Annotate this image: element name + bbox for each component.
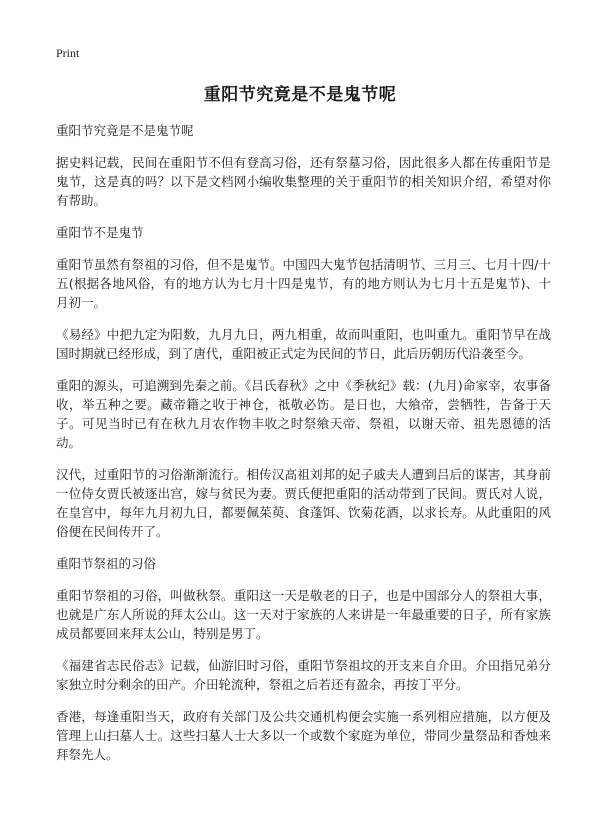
intro-heading: 重阳节究竟是不是鬼节呢 [56,123,194,138]
paragraph: 《福建省志民俗志》记载，仙游旧时习俗，重阳节祭祖坟的开支来自介田。介田指兄弟分家独立时分剩余的田产。介田轮流种，祭祖之后若还有盈余，再按丁平分。 [56,658,551,692]
section-heading-not-ghost-festival: 重阳节不是鬼节 [56,225,144,240]
print-link[interactable]: Print [56,46,80,60]
paragraph: 汉代，过重阳节的习俗渐渐流行。相传汉高祖刘邦的妃子戚夫人遭到吕后的谋害，其身前一位侍女贾氏被逐出宫，嫁与贫民为妻。贾氏便把重阳的活动带到了民间。贾氏对人说，在皇宫中，每年九月初九日，都要佩茱萸、食蓬饵、饮菊花酒，以求长寿。从此重阳的风俗便在民间传开了。 [56,467,551,539]
paragraph: 香港，每逢重阳当天，政府有关部门及公共交通机构便会实施一系列相应措施，以方便及管理上山扫墓人士。这些扫墓人士大多以一个或数个家庭为单位，带同少量祭品和香烛来拜祭先人。 [56,709,551,762]
paragraph: 重阳的源头，可追溯到先秦之前。《吕氏春秋》之中《季秋纪》载：(九月)命家宰，农事备收，举五种之要。藏帝籍之收于神仓，祗敬必饬。是日也，大飨帝，尝牺牲，告备于天子。可见当时已有在秋九月农作物丰收之时祭飨天帝、祭祖，以谢天帝、祖先恩德的活动。 [56,378,551,450]
paragraph: 重阳节虽然有祭祖的习俗，但不是鬼节。中国四大鬼节包括清明节、三月三、七月十四/十五(根据各地风俗，有的地方认为七月十四是鬼节，有的地方则认为七月十五是鬼节)、十月初一。 [56,257,551,310]
intro-paragraph: 据史料记载，民间在重阳节不但有登高习俗，还有祭墓习俗，因此很多人都在传重阳节是鬼节，这是真的吗？以下是文档网小编收集整理的关于重阳节的相关知识介绍，希望对你有帮助。 [56,155,551,208]
document-body [56,121,551,777]
document-title: 重阳节究竟是不是鬼节呢 [203,85,397,105]
paragraph: 《易经》中把九定为阳数，九月九日，两九相重，故而叫重阳，也叫重九。重阳节早在战国时期就已经形成，到了唐代，重阳被正式定为民间的节日，此后历朝历代沿袭至今。 [56,327,551,361]
paragraph: 重阳节祭祖的习俗，叫做秋祭。重阳这一天是敬老的日子，也是中国部分人的祭祖大事，也就是广东人所说的拜太公山。这一天对于家族的人来讲是一年最重要的日子，所有家族成员都要回来拜太公山，特别是男丁。 [56,588,551,641]
section-heading-ancestor-worship: 重阳节祭祖的习俗 [56,556,157,571]
